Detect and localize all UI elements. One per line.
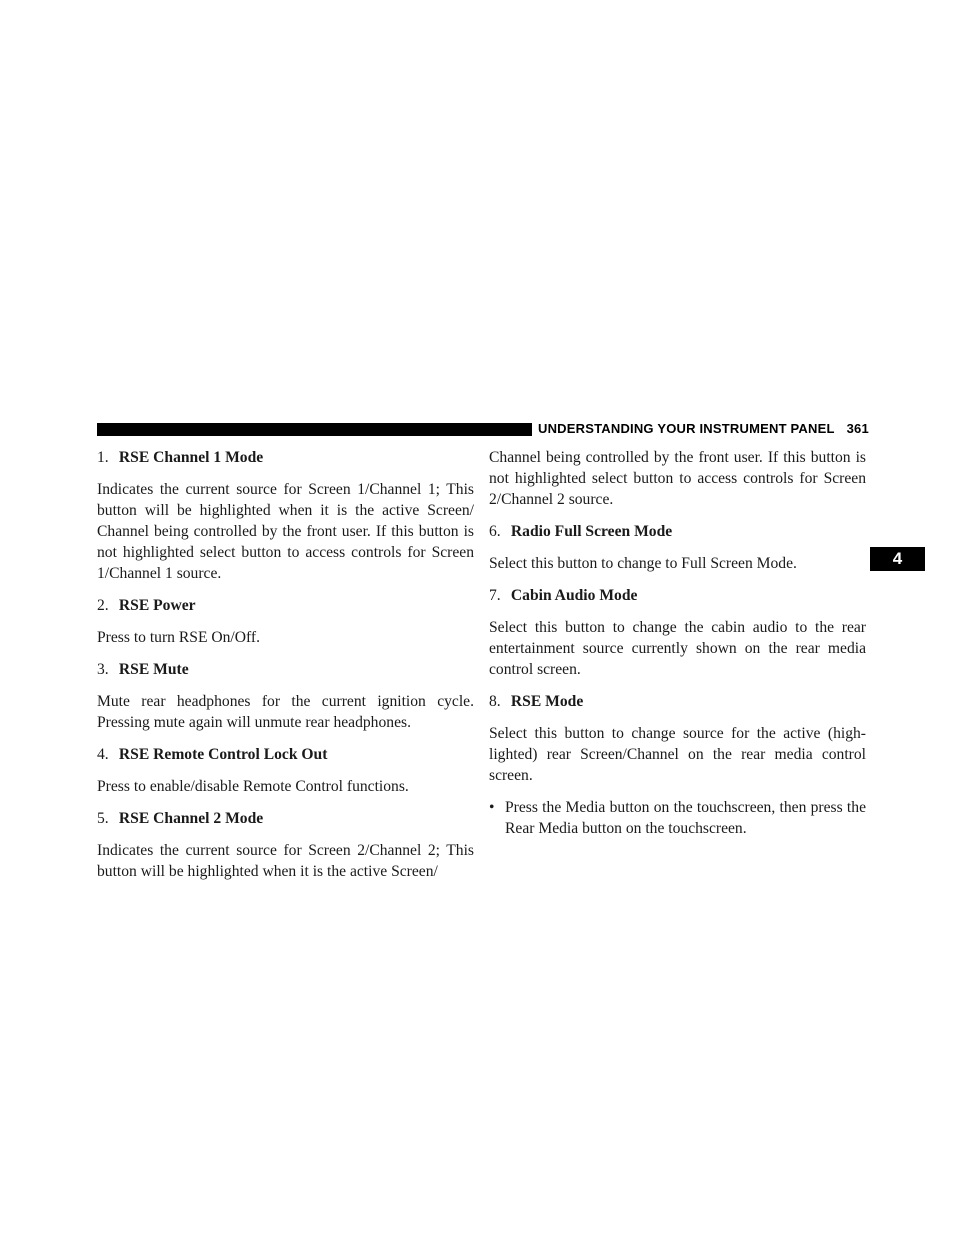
chapter-tab: 4 [870, 547, 925, 571]
item-number: 8. [489, 693, 501, 710]
header-rule [97, 423, 532, 436]
item-number: 1. [97, 449, 109, 466]
item-body-2: Press to turn RSE On/Off. [97, 629, 261, 646]
bullet-item [489, 797, 866, 850]
item-heading-1 [97, 447, 474, 468]
item-number: 6. [489, 523, 501, 540]
item-number: 3. [97, 661, 109, 678]
right-column [489, 447, 866, 850]
item-number: 2. [97, 597, 109, 614]
item-body-7: Select this button to change the cabin audio to the rear entertainment source currently shown on the rear media control screen. [489, 619, 866, 678]
bullet-icon: • [489, 799, 495, 816]
item-body-1: Indicates the current source for Screen 1/Channel 1; This button will be highlighted when it is the active Screen/ Channel being controlled by the front user. If this button is not highlighted select button to access controls for Screen 1/Channel 1 source. [97, 481, 474, 582]
item-body-5: Indicates the current source for Screen 2/Channel 2; This button will be highlighted when it is the active Screen/ [97, 842, 474, 880]
item-title: Cabin Audio Mode [510, 587, 638, 604]
item-body-8: Select this button to change source for the active (high- lighted) rear Screen/Channel on the rear media control screen. [489, 725, 866, 784]
item-heading-4 [97, 744, 474, 765]
item-body-3: Mute rear headphones for the current ignition cycle. Pressing mute again will unmute rear headphones. [97, 693, 474, 731]
item-heading-6 [489, 521, 866, 542]
item-title: RSE Channel 1 Mode [118, 449, 264, 466]
page-number: 361 [846, 421, 869, 436]
item-heading-7 [489, 585, 866, 606]
item-title: RSE Remote Control Lock Out [118, 746, 328, 763]
item-number: 5. [97, 810, 109, 827]
continued-text: Channel being controlled by the front user. If this button is not highlighted select button to access controls for Screen 2/Channel 2 source. [489, 449, 866, 508]
item-title: RSE Channel 2 Mode [118, 810, 264, 827]
item-body-6: Select this button to change to Full Screen Mode. [489, 555, 797, 572]
left-column [97, 447, 474, 893]
item-number: 4. [97, 746, 109, 763]
section-title: UNDERSTANDING YOUR INSTRUMENT PANEL [538, 421, 835, 436]
item-heading-8 [489, 691, 866, 712]
bullet-text: Press the Media button on the touchscreen, then press the Rear Media button on the touchscreen. [505, 799, 866, 837]
item-title: RSE Mute [118, 661, 189, 678]
item-title: RSE Power [118, 597, 196, 614]
item-heading-2 [97, 595, 474, 616]
item-number: 7. [489, 587, 501, 604]
item-heading-5 [97, 808, 474, 829]
item-heading-3 [97, 659, 474, 680]
item-title: Radio Full Screen Mode [510, 523, 673, 540]
item-body-4: Press to enable/disable Remote Control functions. [97, 778, 409, 795]
item-title: RSE Mode [510, 693, 584, 710]
running-header [538, 420, 868, 438]
